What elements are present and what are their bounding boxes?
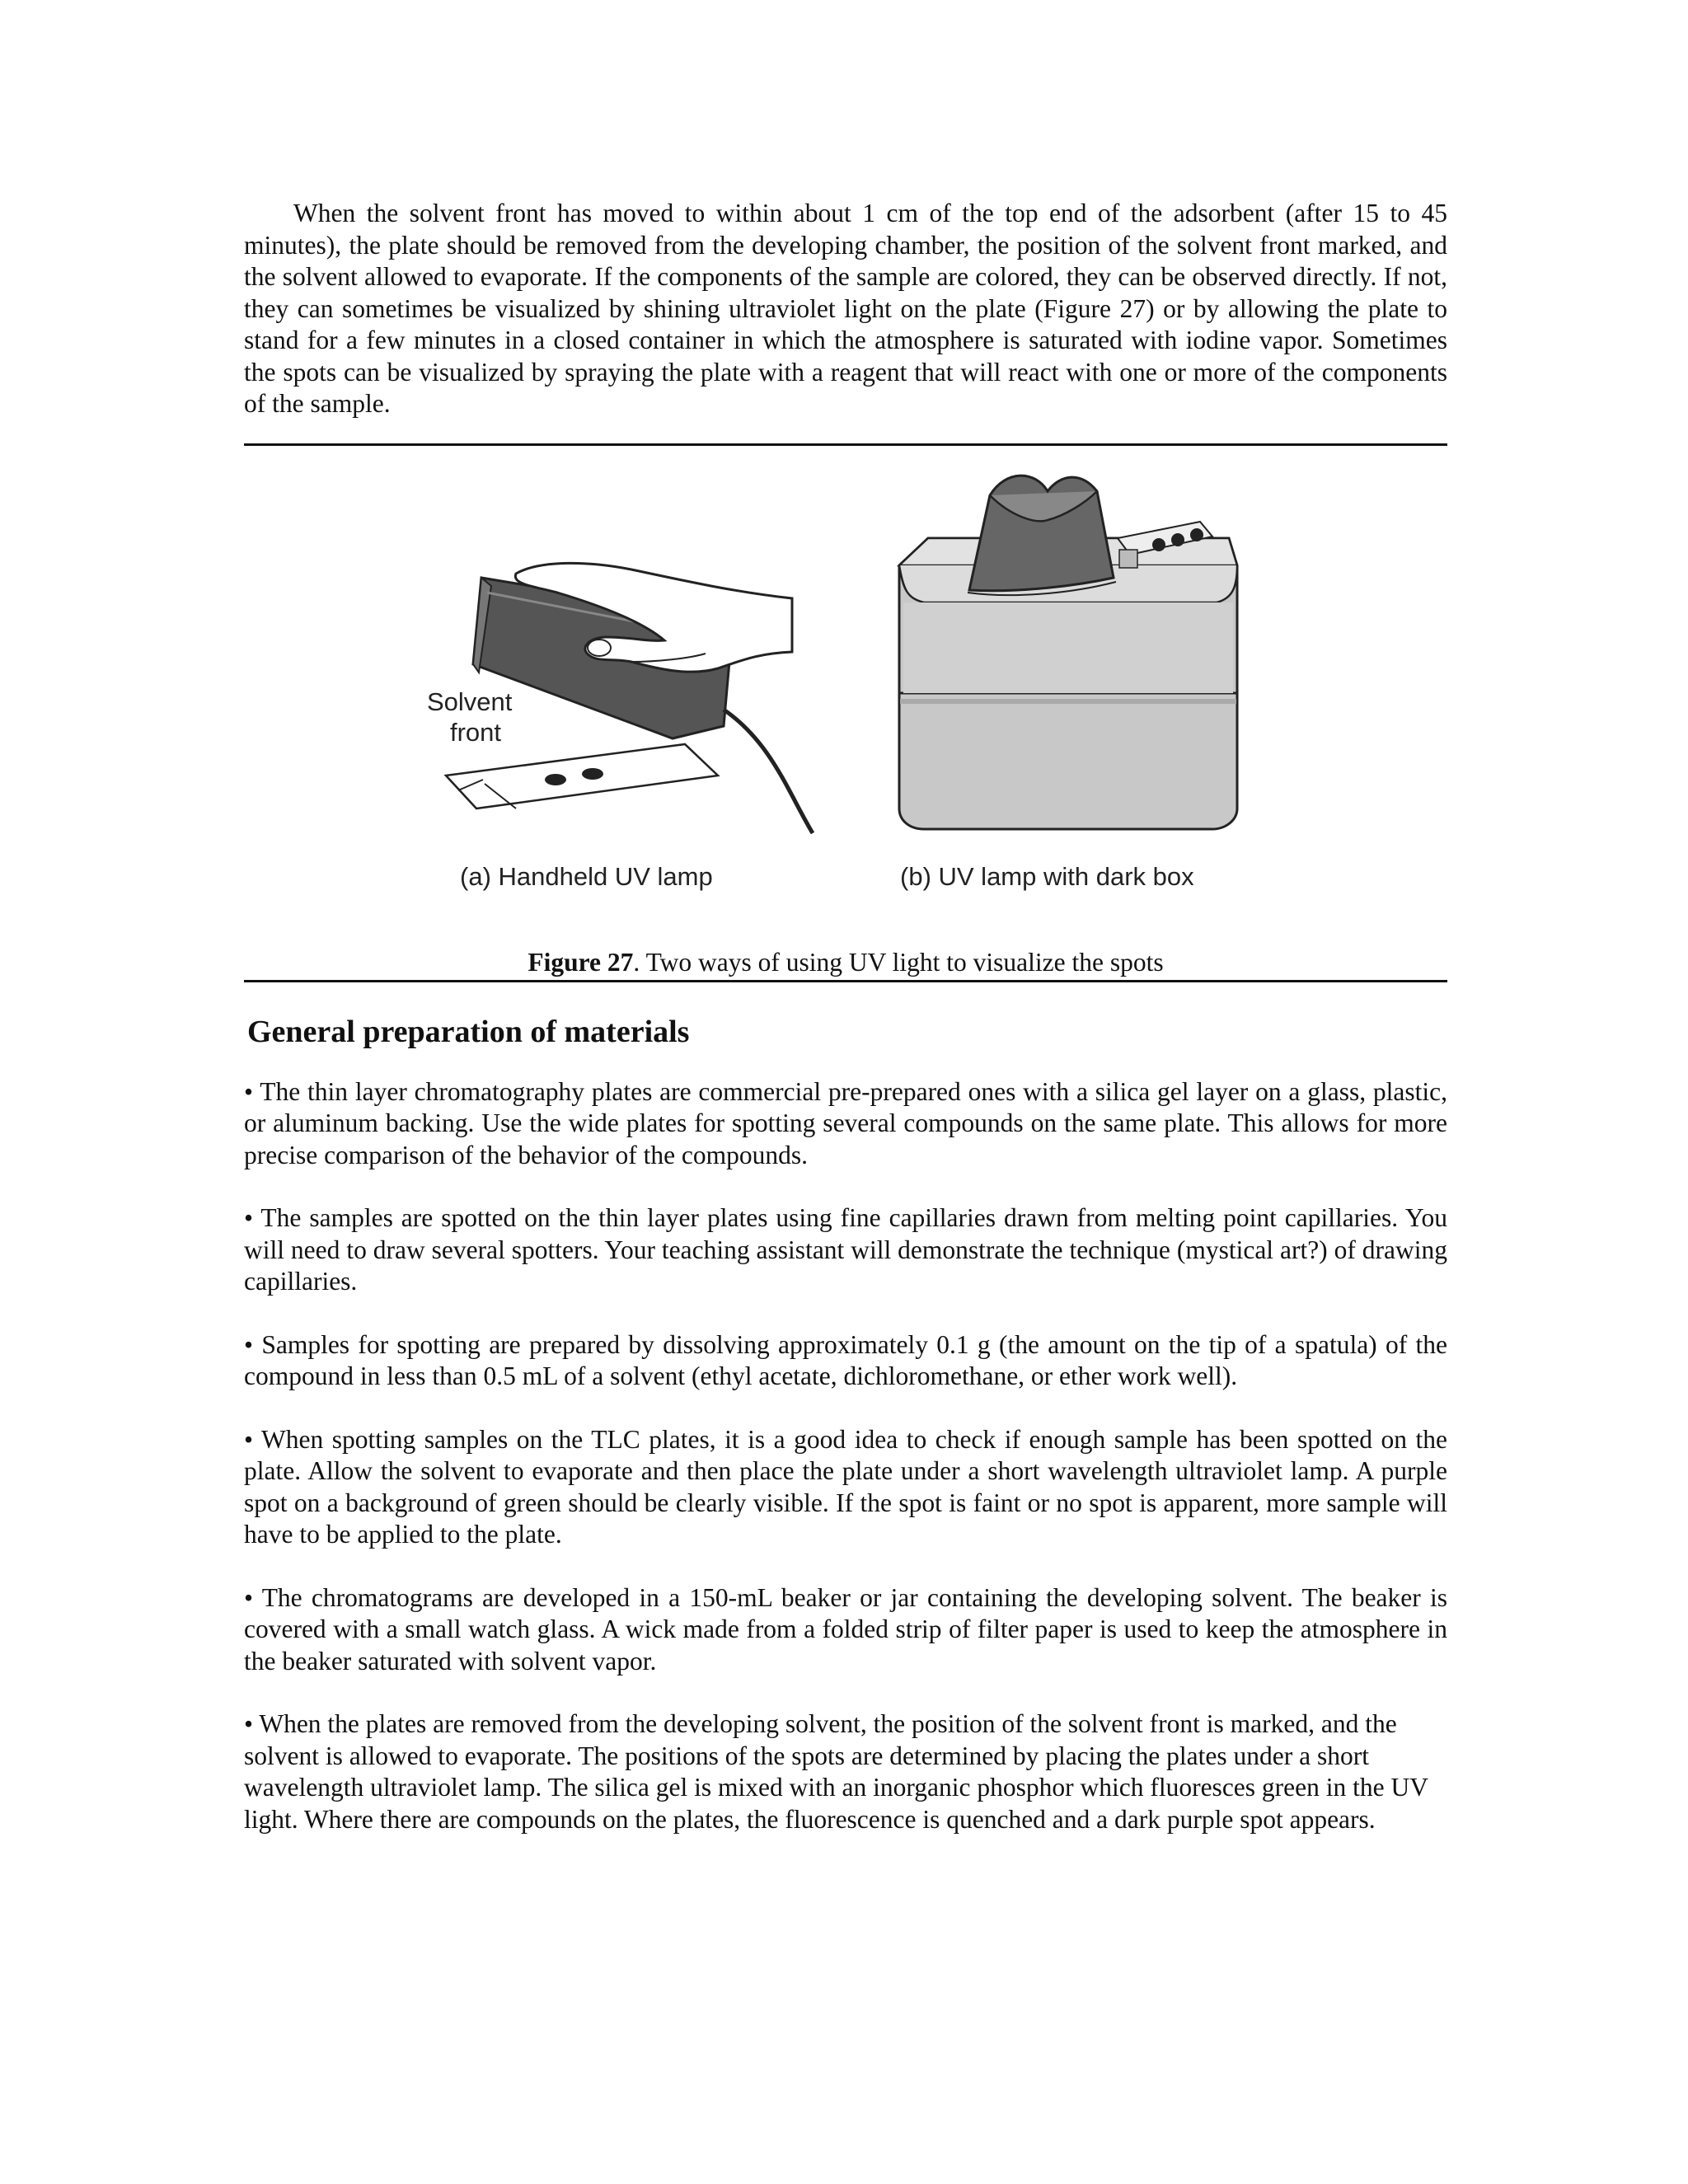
- panel-a-label: (a) Handheld UV lamp: [460, 861, 713, 891]
- figure-caption-label: Figure 27: [528, 947, 634, 977]
- bullet-paragraph: • The samples are spotted on the thin layer plates using fine capillaries drawn from melting point capillaries. You will need to draw several spotters. Your teaching assistant will demonstrate the technique (mystical art?) of drawing capillaries.: [244, 1203, 1447, 1296]
- solvent-front-label-line1: Solvent: [427, 687, 513, 716]
- section-heading: General preparation of materials: [247, 1014, 690, 1049]
- intro-paragraph: When the solvent front has moved to within about 1 cm of the top end of the adsorbent (after 15 to 45 minutes), the plate should be removed from the developing chamber, the position of the solvent front marked, and the solvent allowed to evaporate. If the components of the sample are colored, they can be observed directly. If not, they can sometimes be visualized by shining ultraviolet light on the plate (Figure 27) or by allowing the plate to stand for a few minutes in a closed container in which the atmosphere is saturated with iodine vapor. Sometimes the spots can be visualized by spraying the plate with a reagent that will react with one or more of the components of the sample.: [244, 199, 1447, 418]
- bullet-paragraph: • The thin layer chromatography plates are commercial pre-prepared ones with a silica gel layer on a glass, plastic, or aluminum backing. Use the wide plates for spotting several compounds on the same plate. This allows for more precise comparison of the behavior of the compounds.: [244, 1076, 1447, 1169]
- uv-lamp-illustration: [244, 446, 1447, 940]
- figure-caption-text: . Two ways of using UV light to visualize the spots: [633, 947, 1164, 977]
- figure-27: [244, 446, 1447, 940]
- panel-b-label: (b) UV lamp with dark box: [900, 861, 1194, 891]
- figure-bottom-rule: [244, 980, 1447, 982]
- document-page: [244, 198, 1447, 1835]
- bullet-paragraph: • The chromatograms are developed in a 150-mL beaker or jar containing the developing solvent. The beaker is covered with a small watch glass. A wick made from a folded strip of filter paper is used to keep the atmosphere in the beaker saturated with solvent vapor.: [244, 1582, 1447, 1675]
- bullet-paragraph: • Samples for spotting are prepared by dissolving approximately 0.1 g (the amount on the tip of a spatula) of the compound in less than 0.5 mL of a solvent (ethyl acetate, dichloromethane, or ether work well).: [244, 1329, 1447, 1390]
- bullet-paragraph: • When the plates are removed from the developing solvent, the position of the solvent front is marked, and the solvent is allowed to evaporate. The positions of the spots are determined by placing the plates under a short wavelength ultraviolet lamp. The silica gel is mixed with an inorganic phosphor which fluoresces green in the UV light. Where there are compounds on the plates, the fluorescence is quenched and a dark purple spot appears.: [244, 1709, 1428, 1834]
- uv-dark-box-drawing: [899, 476, 1237, 829]
- solvent-front-label-line2: front: [450, 717, 502, 747]
- bullet-paragraph: • When spotting samples on the TLC plates, it is a good idea to check if enough sample has been spotted on the plate. Allow the solvent to evaporate and then place the plate under a short wavelength ultraviolet lamp. A purple spot on a background of green should be clearly visible. If the spot is faint or no spot is apparent, more sample will have to be applied to the plate.: [244, 1424, 1447, 1549]
- figure-caption: [244, 947, 1447, 978]
